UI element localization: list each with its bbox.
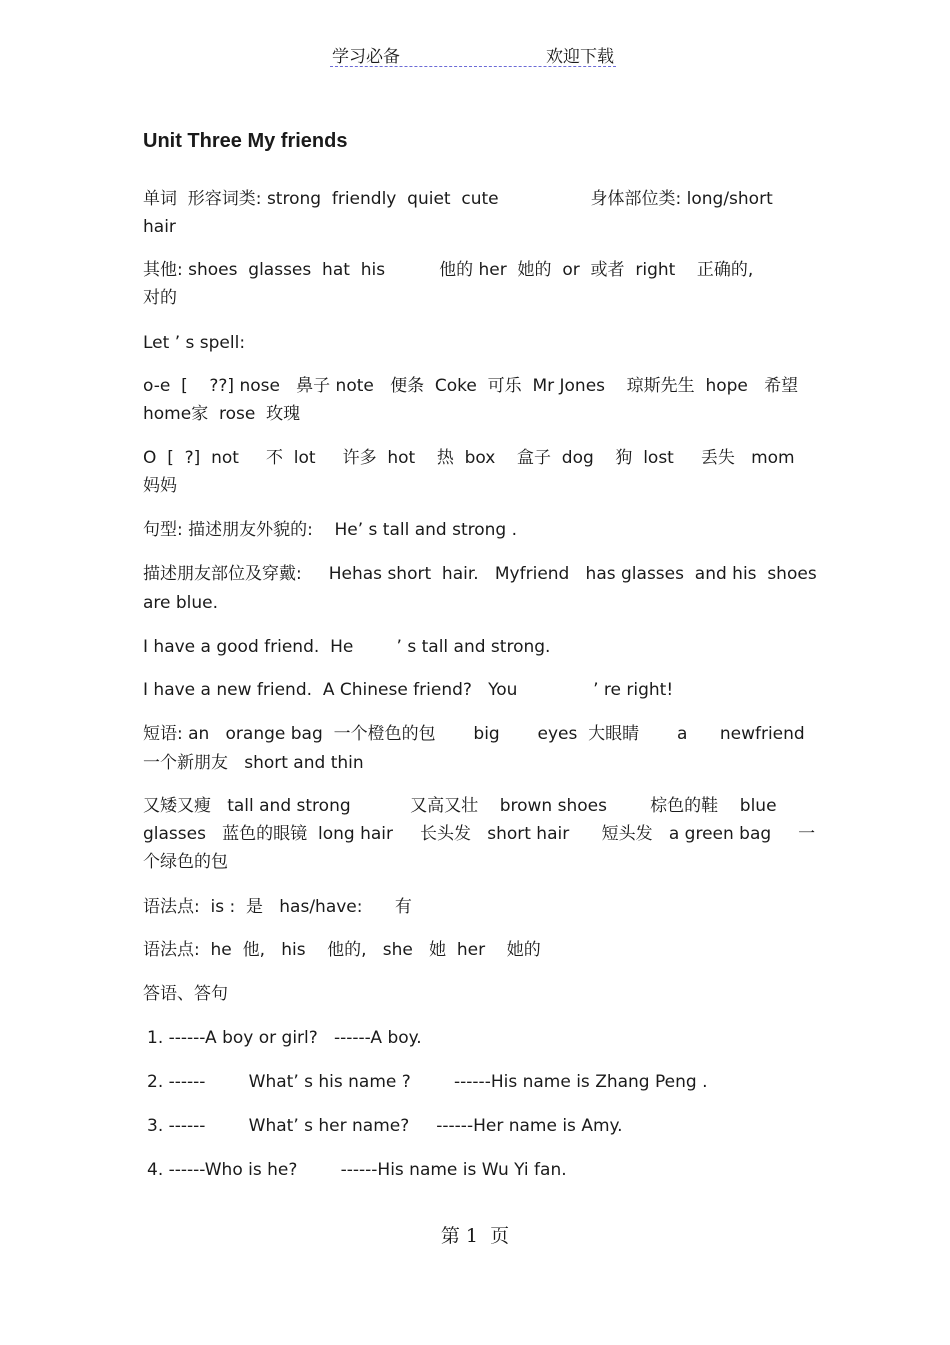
page-header (330, 42, 616, 67)
qa-item: 2. ------ What’ s his name ? ------His name is Zhang Peng . (147, 1072, 708, 1092)
sentence-pattern-line: 句型: 描述朋友外貌的: He’ s tall and strong . (143, 520, 518, 540)
spell-o-line: O [ ?] not 不 lot 许多 hot 热 box 盒子 dog 狗 lost 丢失 mom (143, 448, 795, 468)
spell-o-line-cont: 妈妈 (143, 476, 177, 496)
example-sentence: I have a good friend. He ’ s tall and strong. (143, 637, 551, 657)
vocab-line: 单词 形容词类: strong friendly quiet cute 身体部位类: long/short (143, 189, 773, 209)
other-words-line-cont: 对的 (143, 288, 177, 308)
grammar-line: 语法点: is : 是 has/have: 有 (143, 897, 412, 917)
qa-item: 1. ------A boy or girl? ------A boy. (147, 1028, 422, 1048)
grammar-line: 语法点: he 他, his 他的, she 她 her 她的 (143, 940, 541, 960)
phrases-line: 短语: an orange bag 一个橙色的包 big eyes 大眼睛 a newfriend (143, 724, 805, 744)
qa-item: 3. ------ What’ s her name? ------Her name is Amy. (147, 1116, 623, 1136)
example-sentence: I have a new friend. A Chinese friend? You ’ re right! (143, 680, 674, 700)
page-title: Unit Three My friends (143, 130, 348, 152)
lets-spell-heading: Let ’ s spell: (143, 333, 246, 353)
other-words-line: 其他: shoes glasses hat his 他的 her 她的 or 或者 right 正确的, (143, 260, 754, 280)
answers-heading: 答语、答句 (143, 984, 228, 1004)
phrases-line: 个绿色的包 (143, 852, 228, 872)
page-number: 第 1 页 (440, 1225, 510, 1247)
spell-oe-line: o-e [ ??] nose 鼻子 note 便条 Coke 可乐 Mr Jones 琼斯先生 hope 希望 (143, 376, 799, 396)
header-right-text: 欢迎下载 (546, 47, 614, 67)
describe-features-line-cont: are blue. (143, 593, 219, 613)
phrases-line: 又矮又瘦 tall and strong 又高又壮 brown shoes 棕色的鞋 blue (143, 796, 777, 816)
spell-oe-line-cont: home家 rose 玫瑰 (143, 404, 301, 424)
qa-item: 4. ------Who is he? ------His name is Wu Yi fan. (147, 1160, 567, 1180)
phrases-line: 一个新朋友 short and thin (143, 753, 364, 773)
vocab-line-cont: hair (143, 217, 176, 237)
describe-features-line: 描述朋友部位及穿戴: Hehas short hair. Myfriend has glasses and his shoes (143, 564, 817, 584)
phrases-line: glasses 蓝色的眼镜 long hair 长头发 short hair 短头发 a green bag 一 (143, 824, 816, 844)
header-left-text: 学习必备 (332, 47, 400, 67)
